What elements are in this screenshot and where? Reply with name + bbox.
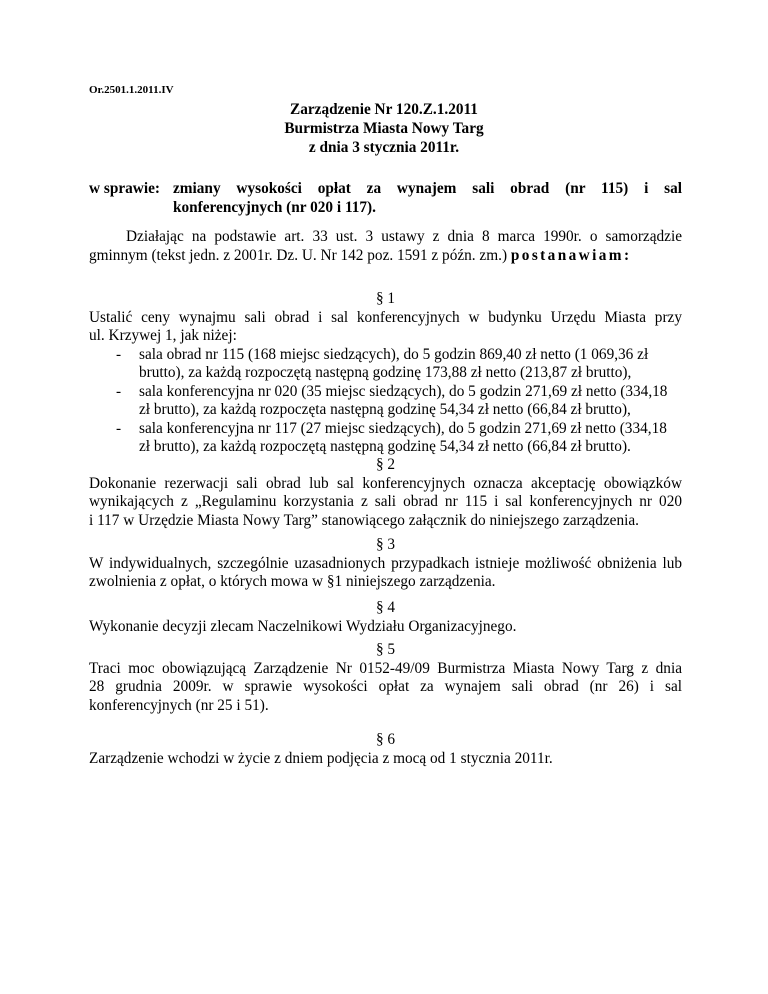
section-1-intro-line-2: ul. Krzywej 1, jak niżej: [89, 327, 237, 344]
list-dash: - [116, 345, 122, 363]
list-dash: - [116, 419, 122, 437]
list-dash: - [116, 382, 122, 400]
list-item [89, 420, 682, 457]
title-line-2: Burmistrza Miasta Nowy Targ [284, 120, 484, 137]
section-3-line-2: zwolnienia z opłat, o których mowa w §1 niniejszego zarządzenia. [89, 573, 496, 590]
section-3-line-1: W indywidualnych, szczególnie uzasadnionych przypadkach istnieje możliwość obniżenia lub [89, 554, 682, 572]
document-title [0, 100, 768, 157]
subject-label: w sprawie: [89, 180, 160, 197]
preamble [89, 228, 682, 265]
section-2-line-3: i 117 w Urzędzie Miasta Nowy Targ” stanowiącego załącznik do niniejszego zarządzenia. [89, 511, 639, 529]
section-6-line-1: Zarządzenie wchodzi w życie z dniem podjęcia z mocą od 1 stycznia 2011r. [89, 749, 553, 767]
section-1 [89, 290, 682, 457]
subject-block [89, 179, 682, 217]
section-5-line-2: 28 grudnia 2009r. w sprawie wysokości opłat za wynajem sali obrad (nr 26) i sal [89, 678, 682, 695]
section-4-line-1: Wykonanie decyzji zlecam Naczelnikowi Wydziału Organizacyjnego. [89, 617, 517, 635]
list-item-line-2: zł brutto), za każdą rozpoczęta następną godzinę 54,34 zł netto (66,84 zł brutto), [139, 401, 631, 418]
section-6-heading: § 6 [375, 731, 396, 748]
section-3 [89, 536, 682, 592]
section-5-line-1: Traci moc obowiązującą Zarządzenie Nr 0152-49/09 Burmistrza Miasta Nowy Targ z dnia [89, 659, 682, 677]
section-3-heading: § 3 [375, 536, 396, 553]
section-2-line-2: wynikających z „Regulaminu korzystania z sali obrad nr 115 i sal konferencyjnych nr 020 [89, 493, 682, 510]
title-line-1: Zarządzenie Nr 120.Z.1.2011 [290, 101, 478, 118]
reference-number: Or.2501.1.2011.IV [89, 84, 174, 96]
decision-word: postanawiam: [510, 246, 632, 264]
section-2-heading: § 2 [375, 456, 396, 473]
list-item-line-1: sala obrad nr 115 (168 miejsc siedzących), do 5 godzin 869,40 zł netto (1 069,36 zł [139, 345, 649, 363]
section-5 [89, 641, 682, 715]
section-2 [89, 456, 682, 530]
section-2-line-1: Dokonanie rezerwacji sali obrad lub sal konferencyjnych oznacza akceptację obowiązków [89, 474, 682, 492]
list-item-line-2: zł brutto), za każdą rozpoczętą następną godzinę 54,34 zł netto (66,84 zł brutto). [139, 438, 631, 455]
list-item [89, 383, 682, 420]
list-item-line-1: sala konferencyjna nr 117 (27 miejsc siedzących), do 5 godzin 271,69 zł netto (334,18 [139, 419, 667, 437]
subject-line-1: zmiany wysokości opłat za wynajem sali obrad (nr 115) i sal [173, 180, 682, 197]
title-line-3: z dnia 3 stycznia 2011r. [308, 139, 460, 156]
section-1-heading: § 1 [375, 290, 396, 307]
list-item-line-1: sala konferencyjna nr 020 (35 miejsc siedzących), do 5 godzin 271,69 zł netto (334,18 [139, 382, 668, 400]
preamble-line-2 [89, 247, 682, 266]
section-5-heading: § 5 [375, 641, 396, 658]
section-5-line-3: konferencyjnych (nr 25 i 51). [89, 696, 269, 714]
preamble-line-1: Działając na podstawie art. 33 ust. 3 ustawy z dnia 8 marca 1990r. o samorządzie [126, 228, 682, 245]
subject-line-2: konferencyjnych (nr 020 i 117). [173, 199, 376, 216]
section-4 [89, 599, 682, 636]
section-4-heading: § 4 [375, 599, 396, 616]
list-item [89, 346, 682, 383]
price-list [89, 346, 682, 457]
list-item-line-2: brutto), za każdą rozpoczętą następną godzinę 173,88 zł netto (213,87 zł brutto), [139, 364, 632, 381]
preamble-text: gminnym (tekst jedn. z 2001r. Dz. U. Nr 142 poz. 1591 z późn. zm.) [89, 246, 511, 264]
section-1-intro-line-1: Ustalić ceny wynajmu sali obrad i sal konferencyjnych w budynku Urzędu Miasta przy [89, 308, 682, 326]
section-6 [89, 731, 682, 768]
